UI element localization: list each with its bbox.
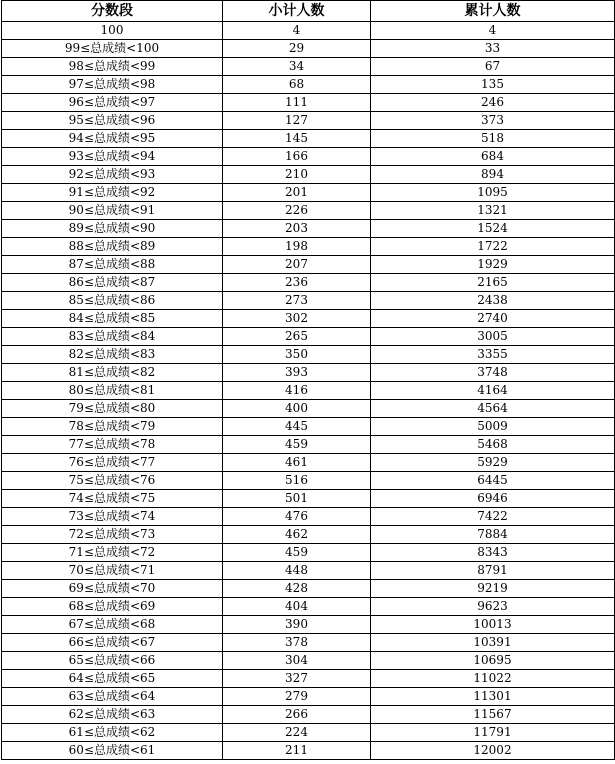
subtotal-count-cell: 279 xyxy=(223,688,371,706)
score-range-cell: 72≤总成绩<73 xyxy=(2,526,223,544)
table-row xyxy=(2,346,615,364)
table-row xyxy=(2,364,615,382)
cumulative-count-cell: 1722 xyxy=(371,238,615,256)
cumulative-count-cell: 1321 xyxy=(371,202,615,220)
subtotal-count-cell: 516 xyxy=(223,472,371,490)
header-score-range: 分数段 xyxy=(2,1,223,22)
table-row xyxy=(2,652,615,670)
score-range-cell: 95≤总成绩<96 xyxy=(2,112,223,130)
score-range-cell: 66≤总成绩<67 xyxy=(2,634,223,652)
score-range-cell: 86≤总成绩<87 xyxy=(2,274,223,292)
table-row xyxy=(2,742,615,760)
score-range-cell: 74≤总成绩<75 xyxy=(2,490,223,508)
score-range-cell: 70≤总成绩<71 xyxy=(2,562,223,580)
score-range-cell: 79≤总成绩<80 xyxy=(2,400,223,418)
table-row xyxy=(2,184,615,202)
score-range-cell: 97≤总成绩<98 xyxy=(2,76,223,94)
cumulative-count-cell: 3748 xyxy=(371,364,615,382)
cumulative-count-cell: 3355 xyxy=(371,346,615,364)
score-range-cell: 65≤总成绩<66 xyxy=(2,652,223,670)
score-range-cell: 93≤总成绩<94 xyxy=(2,148,223,166)
subtotal-count-cell: 416 xyxy=(223,382,371,400)
subtotal-count-cell: 304 xyxy=(223,652,371,670)
table-row xyxy=(2,382,615,400)
score-range-cell: 69≤总成绩<70 xyxy=(2,580,223,598)
table-row xyxy=(2,598,615,616)
cumulative-count-cell: 894 xyxy=(371,166,615,184)
table-row xyxy=(2,526,615,544)
cumulative-count-cell: 246 xyxy=(371,94,615,112)
table-row xyxy=(2,688,615,706)
subtotal-count-cell: 210 xyxy=(223,166,371,184)
subtotal-count-cell: 226 xyxy=(223,202,371,220)
cumulative-count-cell: 9219 xyxy=(371,580,615,598)
table-row xyxy=(2,400,615,418)
table-row xyxy=(2,94,615,112)
cumulative-count-cell: 8343 xyxy=(371,544,615,562)
cumulative-count-cell: 2165 xyxy=(371,274,615,292)
cumulative-count-cell: 684 xyxy=(371,148,615,166)
table-row xyxy=(2,40,615,58)
subtotal-count-cell: 34 xyxy=(223,58,371,76)
table-row xyxy=(2,472,615,490)
subtotal-count-cell: 462 xyxy=(223,526,371,544)
cumulative-count-cell: 135 xyxy=(371,76,615,94)
cumulative-count-cell: 4164 xyxy=(371,382,615,400)
table-row xyxy=(2,436,615,454)
subtotal-count-cell: 127 xyxy=(223,112,371,130)
subtotal-count-cell: 302 xyxy=(223,310,371,328)
subtotal-count-cell: 265 xyxy=(223,328,371,346)
cumulative-count-cell: 3005 xyxy=(371,328,615,346)
cumulative-count-cell: 5009 xyxy=(371,418,615,436)
cumulative-count-cell: 10013 xyxy=(371,616,615,634)
table-row xyxy=(2,706,615,724)
score-range-cell: 80≤总成绩<81 xyxy=(2,382,223,400)
cumulative-count-cell: 12002 xyxy=(371,742,615,760)
table-row xyxy=(2,76,615,94)
table-row xyxy=(2,310,615,328)
cumulative-count-cell: 7884 xyxy=(371,526,615,544)
score-range-cell: 83≤总成绩<84 xyxy=(2,328,223,346)
subtotal-count-cell: 201 xyxy=(223,184,371,202)
cumulative-count-cell: 67 xyxy=(371,58,615,76)
subtotal-count-cell: 390 xyxy=(223,616,371,634)
header-subtotal-count: 小计人数 xyxy=(223,1,371,22)
cumulative-count-cell: 1929 xyxy=(371,256,615,274)
table-row xyxy=(2,130,615,148)
score-range-cell: 81≤总成绩<82 xyxy=(2,364,223,382)
table-header-row xyxy=(2,1,615,22)
score-range-cell: 85≤总成绩<86 xyxy=(2,292,223,310)
cumulative-count-cell: 2438 xyxy=(371,292,615,310)
subtotal-count-cell: 404 xyxy=(223,598,371,616)
cumulative-count-cell: 5929 xyxy=(371,454,615,472)
cumulative-count-cell: 11791 xyxy=(371,724,615,742)
table-row xyxy=(2,112,615,130)
subtotal-count-cell: 211 xyxy=(223,742,371,760)
subtotal-count-cell: 224 xyxy=(223,724,371,742)
score-range-cell: 71≤总成绩<72 xyxy=(2,544,223,562)
score-range-cell: 76≤总成绩<77 xyxy=(2,454,223,472)
subtotal-count-cell: 166 xyxy=(223,148,371,166)
table-row xyxy=(2,580,615,598)
subtotal-count-cell: 501 xyxy=(223,490,371,508)
table-row xyxy=(2,58,615,76)
score-range-cell: 96≤总成绩<97 xyxy=(2,94,223,112)
cumulative-count-cell: 2740 xyxy=(371,310,615,328)
score-range-cell: 67≤总成绩<68 xyxy=(2,616,223,634)
cumulative-count-cell: 518 xyxy=(371,130,615,148)
table-row xyxy=(2,202,615,220)
score-range-cell: 78≤总成绩<79 xyxy=(2,418,223,436)
score-range-cell: 99≤总成绩<100 xyxy=(2,40,223,58)
subtotal-count-cell: 198 xyxy=(223,238,371,256)
cumulative-count-cell: 373 xyxy=(371,112,615,130)
table-row xyxy=(2,508,615,526)
cumulative-count-cell: 7422 xyxy=(371,508,615,526)
table-row xyxy=(2,490,615,508)
score-range-cell: 62≤总成绩<63 xyxy=(2,706,223,724)
subtotal-count-cell: 459 xyxy=(223,544,371,562)
subtotal-count-cell: 4 xyxy=(223,22,371,40)
cumulative-count-cell: 10695 xyxy=(371,652,615,670)
subtotal-count-cell: 327 xyxy=(223,670,371,688)
score-range-cell: 63≤总成绩<64 xyxy=(2,688,223,706)
cumulative-count-cell: 5468 xyxy=(371,436,615,454)
subtotal-count-cell: 111 xyxy=(223,94,371,112)
score-range-cell: 92≤总成绩<93 xyxy=(2,166,223,184)
subtotal-count-cell: 393 xyxy=(223,364,371,382)
table-row xyxy=(2,238,615,256)
table-row xyxy=(2,274,615,292)
table-row xyxy=(2,454,615,472)
cumulative-count-cell: 10391 xyxy=(371,634,615,652)
subtotal-count-cell: 459 xyxy=(223,436,371,454)
cumulative-count-cell: 11567 xyxy=(371,706,615,724)
subtotal-count-cell: 378 xyxy=(223,634,371,652)
score-range-cell: 84≤总成绩<85 xyxy=(2,310,223,328)
subtotal-count-cell: 461 xyxy=(223,454,371,472)
score-range-cell: 73≤总成绩<74 xyxy=(2,508,223,526)
cumulative-count-cell: 4564 xyxy=(371,400,615,418)
table-row xyxy=(2,634,615,652)
subtotal-count-cell: 400 xyxy=(223,400,371,418)
table-row xyxy=(2,616,615,634)
cumulative-count-cell: 8791 xyxy=(371,562,615,580)
subtotal-count-cell: 273 xyxy=(223,292,371,310)
subtotal-count-cell: 236 xyxy=(223,274,371,292)
cumulative-count-cell: 11301 xyxy=(371,688,615,706)
score-range-cell: 91≤总成绩<92 xyxy=(2,184,223,202)
table-row xyxy=(2,670,615,688)
table-row xyxy=(2,220,615,238)
cumulative-count-cell: 33 xyxy=(371,40,615,58)
table-row xyxy=(2,724,615,742)
subtotal-count-cell: 145 xyxy=(223,130,371,148)
cumulative-count-cell: 9623 xyxy=(371,598,615,616)
subtotal-count-cell: 476 xyxy=(223,508,371,526)
table-row xyxy=(2,562,615,580)
table-row xyxy=(2,418,615,436)
score-range-cell: 94≤总成绩<95 xyxy=(2,130,223,148)
table-row xyxy=(2,292,615,310)
subtotal-count-cell: 207 xyxy=(223,256,371,274)
subtotal-count-cell: 203 xyxy=(223,220,371,238)
cumulative-count-cell: 1524 xyxy=(371,220,615,238)
subtotal-count-cell: 29 xyxy=(223,40,371,58)
table-row xyxy=(2,166,615,184)
header-cumulative-count: 累计人数 xyxy=(371,1,615,22)
subtotal-count-cell: 445 xyxy=(223,418,371,436)
subtotal-count-cell: 448 xyxy=(223,562,371,580)
table-body xyxy=(2,22,615,760)
table-row xyxy=(2,544,615,562)
score-range-cell: 64≤总成绩<65 xyxy=(2,670,223,688)
score-range-cell: 61≤总成绩<62 xyxy=(2,724,223,742)
table-row xyxy=(2,328,615,346)
subtotal-count-cell: 266 xyxy=(223,706,371,724)
subtotal-count-cell: 68 xyxy=(223,76,371,94)
cumulative-count-cell: 6445 xyxy=(371,472,615,490)
score-distribution-table xyxy=(1,0,615,760)
subtotal-count-cell: 350 xyxy=(223,346,371,364)
score-range-cell: 82≤总成绩<83 xyxy=(2,346,223,364)
score-range-cell: 60≤总成绩<61 xyxy=(2,742,223,760)
score-range-cell: 88≤总成绩<89 xyxy=(2,238,223,256)
score-range-cell: 98≤总成绩<99 xyxy=(2,58,223,76)
score-range-cell: 68≤总成绩<69 xyxy=(2,598,223,616)
table-row xyxy=(2,22,615,40)
subtotal-count-cell: 428 xyxy=(223,580,371,598)
table-row xyxy=(2,256,615,274)
cumulative-count-cell: 6946 xyxy=(371,490,615,508)
cumulative-count-cell: 4 xyxy=(371,22,615,40)
cumulative-count-cell: 1095 xyxy=(371,184,615,202)
score-range-cell: 77≤总成绩<78 xyxy=(2,436,223,454)
score-range-cell: 75≤总成绩<76 xyxy=(2,472,223,490)
score-range-cell: 100 xyxy=(2,22,223,40)
score-range-cell: 90≤总成绩<91 xyxy=(2,202,223,220)
table-row xyxy=(2,148,615,166)
score-range-cell: 89≤总成绩<90 xyxy=(2,220,223,238)
score-range-cell: 87≤总成绩<88 xyxy=(2,256,223,274)
cumulative-count-cell: 11022 xyxy=(371,670,615,688)
